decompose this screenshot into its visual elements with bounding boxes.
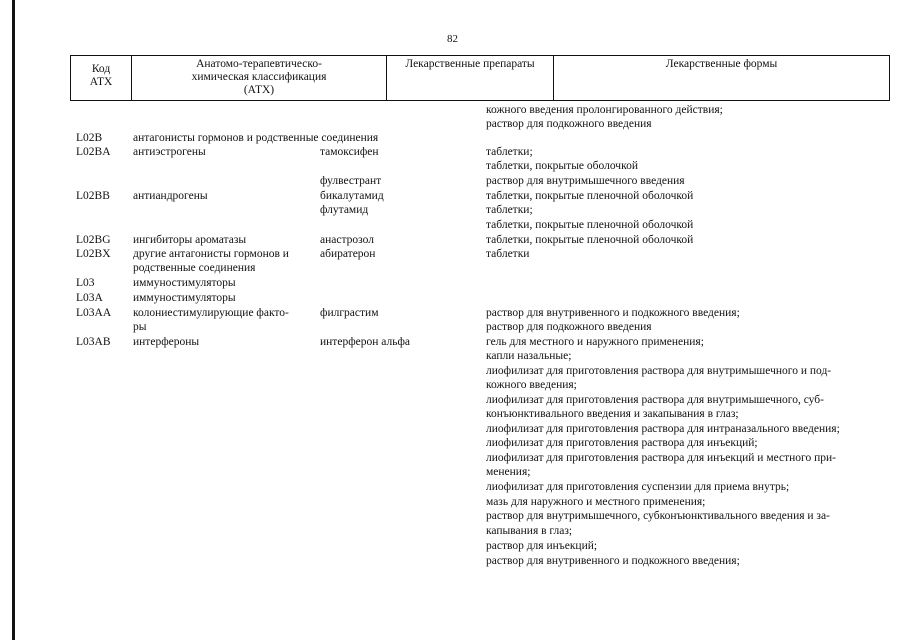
table-line-form: гель для местного и наружного применения; [486, 336, 704, 348]
table-line-form: кожного введения пролонгированного действия; [486, 104, 723, 116]
header-classification-label: Анатомо-терапевтическо- химическая классификация (АТХ) [191, 58, 327, 96]
table-line-class: ры [133, 321, 147, 333]
table-line-form: таблетки, покрытые оболочкой [486, 160, 638, 172]
table-line-drug: тамоксифен [320, 146, 379, 158]
table-line-form: капывания в глаз; [486, 525, 573, 537]
table-line-form: конъюнктивального введения и закапывания в глаз; [486, 408, 739, 420]
table-line-class: антиандрогены [133, 190, 208, 202]
table-line-drug: интерферон альфа [320, 336, 411, 348]
table-line-code: L03AB [76, 336, 111, 348]
table-line-form: лиофилизат для приготовления раствора для интраназального введения; [486, 423, 840, 435]
table-line-code: L02B [76, 132, 103, 144]
table-line-form: мазь для наружного и местного применения; [486, 496, 706, 508]
table-line-class: интерфероны [133, 336, 200, 348]
table-line-class: антиэстрогены [133, 146, 206, 158]
table-line-form: раствор для внутримышечного, субконъюнктивального введения и за- [486, 510, 830, 522]
table-line-code: L03 [76, 277, 95, 289]
table-line-form: раствор для инъекций; [486, 540, 598, 552]
table-line-form: таблетки, покрытые пленочной оболочкой [486, 219, 694, 231]
table-line-code: L02BB [76, 190, 110, 202]
table-line-form: лиофилизат для приготовления раствора для внутримышечного и под- [486, 365, 832, 377]
table-line-form: лиофилизат для приготовления раствора для внутримышечного, суб- [486, 394, 824, 406]
table-line-form: таблетки; [486, 146, 533, 158]
table-line-drug: филграстим [320, 307, 379, 319]
table-line-form: лиофилизат для приготовления раствора для инъекций и местного при- [486, 452, 836, 464]
table-line-code: L02BX [76, 248, 111, 260]
header-drugs-label: Лекарственные препараты [405, 58, 535, 70]
table-line-code: L03A [76, 292, 103, 304]
table-line-form: таблетки [486, 248, 530, 260]
table-line-class: антагонисты гормонов и родственные соединения [133, 132, 379, 144]
table-line-form: раствор для внутривенного и подкожного введения; [486, 307, 740, 319]
table-line-drug: анастрозол [320, 234, 374, 246]
table-line-form: кожного введения; [486, 379, 577, 391]
table-line-code: L02BA [76, 146, 111, 158]
table-line-drug: абиратерон [320, 248, 376, 260]
table-line-code: L02BG [76, 234, 111, 246]
table-line-form: таблетки, покрытые пленочной оболочкой [486, 234, 694, 246]
table-line-drug: флутамид [320, 204, 369, 216]
table-line-form: раствор для внутримышечного введения [486, 175, 685, 187]
table-line-form: таблетки, покрытые пленочной оболочкой [486, 190, 694, 202]
table-line-form: лиофилизат для приготовления суспензии для приема внутрь; [486, 481, 790, 493]
header-code-label: Код АТХ [89, 63, 113, 88]
table-line-form: менения; [486, 466, 531, 478]
table-line-class: иммуностимуляторы [133, 277, 236, 289]
table-line-form: раствор для подкожного введения [486, 118, 652, 130]
table-line-class: другие антагонисты гормонов и [133, 248, 289, 260]
table-line-form: капли назальные; [486, 350, 572, 362]
table-line-drug: фулвестрант [320, 175, 382, 187]
table-line-drug: бикалутамид [320, 190, 384, 202]
table-line-form: лиофилизат для приготовления раствора для инъекций; [486, 437, 758, 449]
table-line-class: колониестимулирующие факто- [133, 307, 289, 319]
table-line-code: L03AA [76, 307, 112, 319]
table-line-class: родственные соединения [133, 262, 256, 274]
page-number: 82 [447, 33, 458, 45]
table-line-form: раствор для внутривенного и подкожного введения; [486, 555, 740, 567]
table-line-form: таблетки; [486, 204, 533, 216]
header-forms-label: Лекарственные формы [665, 58, 778, 70]
table-line-class: ингибиторы ароматазы [133, 234, 247, 246]
table-line-class: иммуностимуляторы [133, 292, 236, 304]
table-line-form: раствор для подкожного введения [486, 321, 652, 333]
